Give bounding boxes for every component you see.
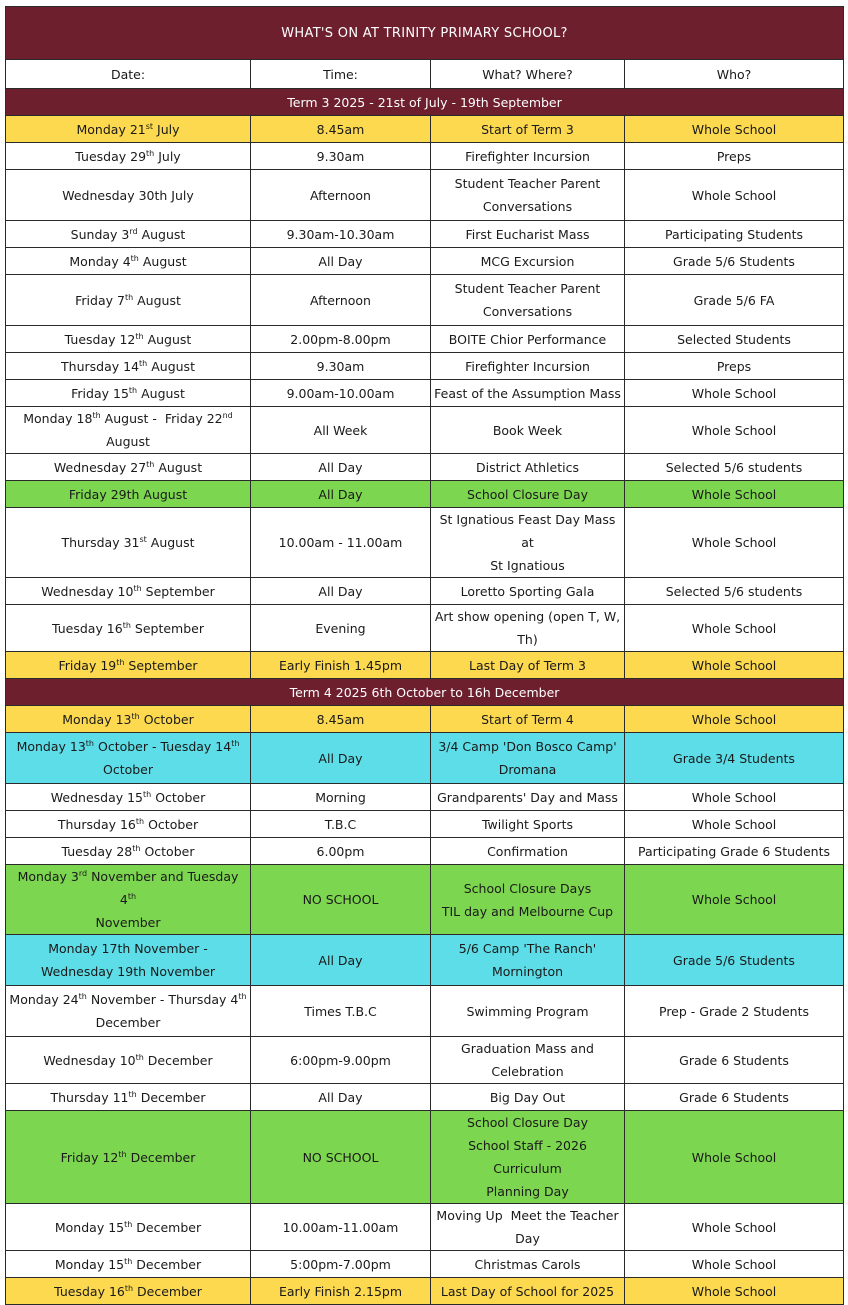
event-time: Afternoon: [251, 275, 431, 326]
event-what-where: 5/6 Camp 'The Ranch' Mornington: [431, 935, 625, 986]
event-row: [6, 275, 844, 326]
event-row: [6, 116, 844, 143]
event-what-where: Book Week: [431, 407, 625, 454]
event-what-where: Swimming Program: [431, 986, 625, 1037]
event-what-where: School Closure Days TIL day and Melbourne Cup: [431, 865, 625, 935]
event-time: All Week: [251, 407, 431, 454]
event-date: Friday 7th August: [6, 275, 251, 326]
event-what-where: 3/4 Camp 'Don Bosco Camp' Dromana: [431, 733, 625, 784]
event-who: Grade 3/4 Students: [625, 733, 844, 784]
event-what-where: Confirmation: [431, 838, 625, 865]
event-time: All Day: [251, 248, 431, 275]
header-time: Time:: [251, 60, 431, 89]
event-what-where: Christmas Carols: [431, 1251, 625, 1278]
event-row: [6, 326, 844, 353]
event-row: [6, 784, 844, 811]
event-date: Tuesday 12th August: [6, 326, 251, 353]
event-what-where: Twilight Sports: [431, 811, 625, 838]
event-time: Early Finish 1.45pm: [251, 652, 431, 679]
event-time: 9.30am: [251, 143, 431, 170]
event-who: Whole School: [625, 784, 844, 811]
event-date: Wednesday 30th July: [6, 170, 251, 221]
event-row: [6, 1251, 844, 1278]
event-row: [6, 1204, 844, 1251]
event-date: Thursday 14th August: [6, 353, 251, 380]
event-time: 10.00am-11.00am: [251, 1204, 431, 1251]
event-who: Grade 6 Students: [625, 1084, 844, 1111]
event-date: Friday 15th August: [6, 380, 251, 407]
event-what-where: Moving Up Meet the Teacher Day: [431, 1204, 625, 1251]
event-row: [6, 248, 844, 275]
event-date: Friday 12th December: [6, 1111, 251, 1204]
event-date: Monday 15th December: [6, 1204, 251, 1251]
event-who: Whole School: [625, 116, 844, 143]
term-heading: Term 3 2025 - 21st of July - 19th September: [6, 89, 844, 116]
event-date: Tuesday 29th July: [6, 143, 251, 170]
event-what-where: St Ignatious Feast Day Mass at St Ignatious: [431, 508, 625, 578]
event-time: All Day: [251, 454, 431, 481]
event-what-where: Loretto Sporting Gala: [431, 578, 625, 605]
event-date: Monday 15th December: [6, 1251, 251, 1278]
event-time: All Day: [251, 578, 431, 605]
event-who: Whole School: [625, 407, 844, 454]
event-who: Whole School: [625, 1111, 844, 1204]
event-who: Prep - Grade 2 Students: [625, 986, 844, 1037]
event-date: Monday 4th August: [6, 248, 251, 275]
event-who: Whole School: [625, 865, 844, 935]
event-row: [6, 986, 844, 1037]
event-date: Monday 3rd November and Tuesday 4th November: [6, 865, 251, 935]
event-date: Monday 13th October - Tuesday 14th October: [6, 733, 251, 784]
header-row: [6, 60, 844, 89]
event-who: Whole School: [625, 706, 844, 733]
event-time: 10.00am - 11.00am: [251, 508, 431, 578]
event-who: Selected 5/6 students: [625, 578, 844, 605]
event-who: Selected Students: [625, 326, 844, 353]
event-row: [6, 353, 844, 380]
event-time: All Day: [251, 1084, 431, 1111]
event-date: Tuesday 16th September: [6, 605, 251, 652]
event-date: Monday 21st July: [6, 116, 251, 143]
event-row: [6, 578, 844, 605]
event-time: All Day: [251, 481, 431, 508]
event-row: [6, 733, 844, 784]
event-time: Evening: [251, 605, 431, 652]
event-what-where: Firefighter Incursion: [431, 353, 625, 380]
event-what-where: School Closure Day: [431, 481, 625, 508]
header-date: Date:: [6, 60, 251, 89]
event-time: All Day: [251, 935, 431, 986]
event-time: 2.00pm-8.00pm: [251, 326, 431, 353]
event-row: [6, 652, 844, 679]
event-who: Preps: [625, 143, 844, 170]
event-time: T.B.C: [251, 811, 431, 838]
event-date: Thursday 11th December: [6, 1084, 251, 1111]
event-time: Afternoon: [251, 170, 431, 221]
event-what-where: Last Day of School for 2025: [431, 1278, 625, 1305]
event-what-where: Start of Term 4: [431, 706, 625, 733]
event-date: Tuesday 16th December: [6, 1278, 251, 1305]
event-what-where: Art show opening (open T, W, Th): [431, 605, 625, 652]
event-what-where: Big Day Out: [431, 1084, 625, 1111]
event-date: Thursday 31st August: [6, 508, 251, 578]
event-row: [6, 407, 844, 454]
event-row: [6, 1037, 844, 1084]
event-date: Wednesday 10th September: [6, 578, 251, 605]
event-who: Whole School: [625, 170, 844, 221]
event-who: Selected 5/6 students: [625, 454, 844, 481]
event-row: [6, 380, 844, 407]
event-what-where: Graduation Mass and Celebration: [431, 1037, 625, 1084]
header-who: Who?: [625, 60, 844, 89]
event-what-where: School Closure Day School Staff - 2026 Curriculum Planning Day: [431, 1111, 625, 1204]
event-row: [6, 838, 844, 865]
event-row: [6, 865, 844, 935]
event-what-where: Feast of the Assumption Mass: [431, 380, 625, 407]
event-row: [6, 935, 844, 986]
event-date: Wednesday 27th August: [6, 454, 251, 481]
event-time: 8.45am: [251, 116, 431, 143]
event-who: Whole School: [625, 1204, 844, 1251]
event-who: Whole School: [625, 1278, 844, 1305]
event-row: [6, 170, 844, 221]
event-what-where: BOITE Chior Performance: [431, 326, 625, 353]
event-time: Early Finish 2.15pm: [251, 1278, 431, 1305]
event-date: Friday 19th September: [6, 652, 251, 679]
term-header-row: [6, 679, 844, 706]
event-who: Whole School: [625, 481, 844, 508]
event-row: [6, 605, 844, 652]
event-time: 6.00pm: [251, 838, 431, 865]
event-date: Monday 24th November - Thursday 4th December: [6, 986, 251, 1037]
title-row: [6, 7, 844, 60]
event-date: Friday 29th August: [6, 481, 251, 508]
event-who: Grade 5/6 FA: [625, 275, 844, 326]
event-row: [6, 1084, 844, 1111]
event-time: 9.30am-10.30am: [251, 221, 431, 248]
event-date: Sunday 3rd August: [6, 221, 251, 248]
event-time: Morning: [251, 784, 431, 811]
event-who: Whole School: [625, 1251, 844, 1278]
event-who: Whole School: [625, 605, 844, 652]
event-time: 6:00pm-9.00pm: [251, 1037, 431, 1084]
event-who: Participating Grade 6 Students: [625, 838, 844, 865]
event-row: [6, 1111, 844, 1204]
event-what-where: Start of Term 3: [431, 116, 625, 143]
event-row: [6, 221, 844, 248]
term-header-row: [6, 89, 844, 116]
event-who: Grade 6 Students: [625, 1037, 844, 1084]
event-date: Monday 18th August - Friday 22nd August: [6, 407, 251, 454]
event-row: [6, 454, 844, 481]
event-what-where: Firefighter Incursion: [431, 143, 625, 170]
event-date: Monday 17th November - Wednesday 19th November: [6, 935, 251, 986]
event-who: Participating Students: [625, 221, 844, 248]
page-title: WHAT'S ON AT TRINITY PRIMARY SCHOOL?: [6, 7, 844, 60]
event-what-where: Grandparents' Day and Mass: [431, 784, 625, 811]
event-row: [6, 481, 844, 508]
event-date: Tuesday 28th October: [6, 838, 251, 865]
event-row: [6, 706, 844, 733]
event-what-where: District Athletics: [431, 454, 625, 481]
event-who: Whole School: [625, 811, 844, 838]
event-time: NO SCHOOL: [251, 865, 431, 935]
event-row: [6, 508, 844, 578]
event-date: Monday 13th October: [6, 706, 251, 733]
event-time: 5:00pm-7.00pm: [251, 1251, 431, 1278]
event-who: Whole School: [625, 380, 844, 407]
event-row: [6, 1278, 844, 1305]
event-time: Times T.B.C: [251, 986, 431, 1037]
event-date: Wednesday 15th October: [6, 784, 251, 811]
event-what-where: Last Day of Term 3: [431, 652, 625, 679]
event-time: 9.30am: [251, 353, 431, 380]
event-what-where: MCG Excursion: [431, 248, 625, 275]
event-who: Grade 5/6 Students: [625, 248, 844, 275]
event-who: Whole School: [625, 652, 844, 679]
event-time: NO SCHOOL: [251, 1111, 431, 1204]
event-row: [6, 143, 844, 170]
event-what-where: First Eucharist Mass: [431, 221, 625, 248]
event-time: All Day: [251, 733, 431, 784]
events-table: [5, 6, 844, 1305]
event-time: 8.45am: [251, 706, 431, 733]
event-what-where: Student Teacher Parent Conversations: [431, 275, 625, 326]
event-date: Thursday 16th October: [6, 811, 251, 838]
event-row: [6, 811, 844, 838]
event-time: 9.00am-10.00am: [251, 380, 431, 407]
header-what-where: What? Where?: [431, 60, 625, 89]
term-heading: Term 4 2025 6th October to 16h December: [6, 679, 844, 706]
event-date: Wednesday 10th December: [6, 1037, 251, 1084]
event-what-where: Student Teacher Parent Conversations: [431, 170, 625, 221]
calendar: [5, 6, 843, 1305]
event-who: Preps: [625, 353, 844, 380]
event-who: Grade 5/6 Students: [625, 935, 844, 986]
event-who: Whole School: [625, 508, 844, 578]
